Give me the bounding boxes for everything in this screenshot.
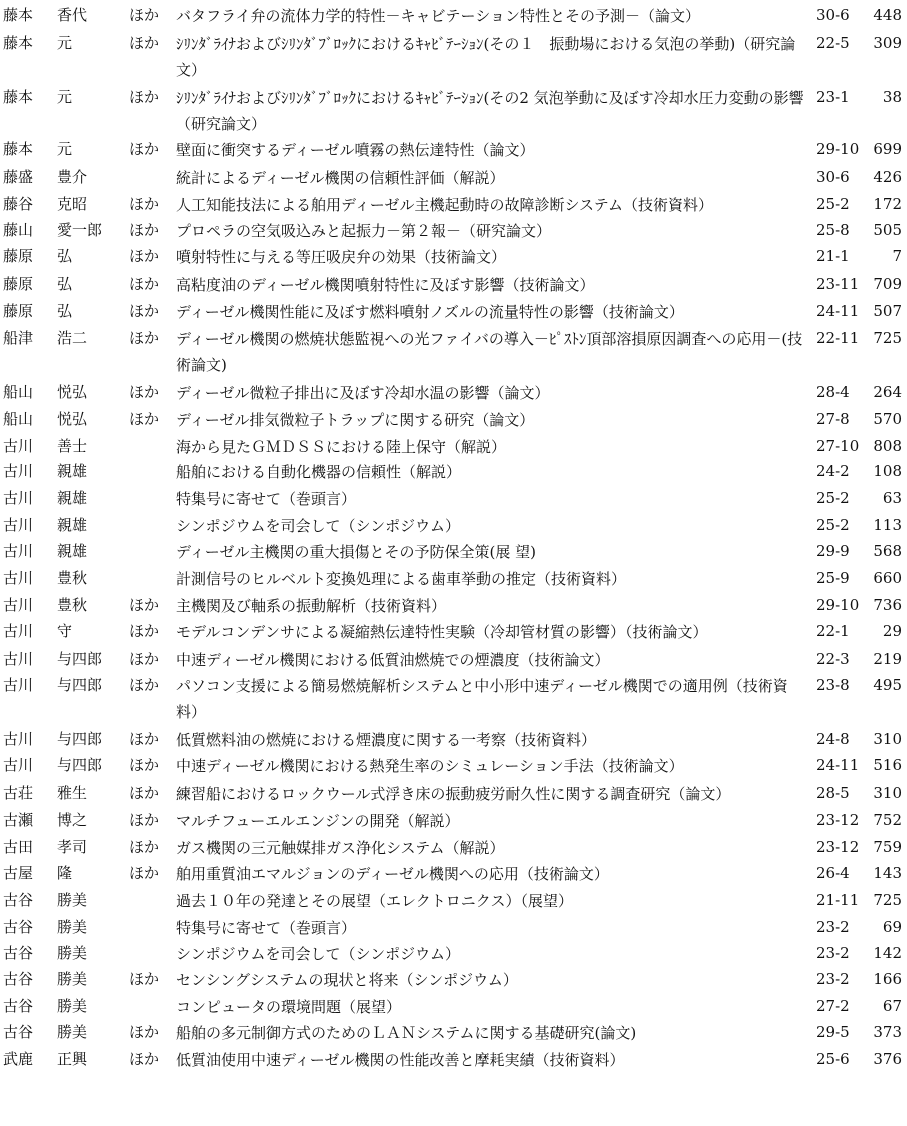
volume-issue: 22-1: [816, 622, 850, 640]
author-given-name: 豊介: [57, 168, 88, 186]
author-family-name: 古屋: [3, 864, 34, 882]
article-title: 計測信号のヒルベルト変換処理による歯車挙動の推定（技術資料）: [176, 570, 627, 588]
page-number: 310: [873, 730, 902, 748]
author-given-name: 元: [57, 88, 73, 106]
author-given-name: 善士: [57, 437, 88, 455]
author-family-name: 藤本: [3, 140, 34, 158]
article-title: 船舶における自動化機器の信頼性（解説）: [176, 463, 462, 481]
article-title: ガス機関の三元触媒排ガス浄化システム（解説）: [176, 839, 505, 857]
author-given-name: 勝美: [57, 997, 88, 1015]
coauthor-marker: ほか: [129, 275, 160, 293]
page-number: 142: [873, 944, 902, 962]
coauthor-marker: ほか: [129, 838, 160, 856]
article-title: 低質燃料油の燃焼における煙濃度に関する一考察（技術資料）: [176, 731, 597, 749]
volume-issue: 23-8: [816, 676, 850, 694]
volume-issue: 25-2: [816, 516, 850, 534]
article-title: 海から見たＧＭＤＳＳにおける陸上保守（解説）: [176, 438, 507, 456]
volume-issue: 29-9: [816, 542, 850, 560]
page-number: 507: [873, 302, 902, 320]
page-number: 448: [873, 6, 902, 24]
author-family-name: 藤原: [3, 302, 34, 320]
author-family-name: 古谷: [3, 1023, 34, 1041]
page-number: 495: [873, 676, 902, 694]
volume-issue: 21-1: [816, 247, 850, 265]
coauthor-marker: ほか: [129, 756, 160, 774]
coauthor-marker: ほか: [129, 811, 160, 829]
author-given-name: 弘: [57, 302, 73, 320]
coauthor-marker: ほか: [129, 302, 160, 320]
article-title: ディーゼル排気微粒子トラップに関する研究（論文）: [176, 411, 535, 429]
article-title: 特集号に寄せて（巻頭言）: [176, 919, 357, 937]
author-given-name: 守: [57, 622, 73, 640]
author-given-name: 勝美: [57, 1023, 88, 1041]
author-given-name: 与四郎: [57, 756, 103, 774]
coauthor-marker: ほか: [129, 247, 160, 265]
author-family-name: 藤本: [3, 34, 34, 52]
article-title: 噴射特性に与える等圧吸戻弁の効果（技術論文）: [176, 248, 507, 266]
coauthor-marker: ほか: [129, 650, 160, 668]
article-title: プロペラの空気吸込みと起振力－第２報－（研究論文）: [176, 222, 552, 240]
author-given-name: 親雄: [57, 489, 88, 507]
article-title: ディーゼル主機関の重大損傷とその予防保全策(展 望): [176, 543, 536, 561]
page-number: 69: [882, 918, 902, 936]
page-number: 108: [873, 462, 902, 480]
author-given-name: 浩二: [57, 329, 88, 347]
volume-issue: 26-4: [816, 864, 850, 882]
author-given-name: 豊秋: [57, 596, 88, 614]
volume-issue: 25-2: [816, 489, 850, 507]
volume-issue: 29-5: [816, 1023, 850, 1041]
volume-issue: 22-11: [816, 329, 860, 347]
coauthor-marker: ほか: [129, 676, 160, 694]
volume-issue: 23-1: [816, 88, 850, 106]
volume-issue: 27-8: [816, 410, 850, 428]
author-given-name: 博之: [57, 811, 88, 829]
article-title: 中速ディーゼル機関における低質油燃焼での煙濃度（技術論文）: [176, 651, 610, 669]
article-title: シンポジウムを司会して（シンポジウム）: [176, 517, 460, 535]
article-title: ディーゼル微粒子排出に及ぼす冷却水温の影響（論文）: [176, 384, 550, 402]
article-title: シンポジウムを司会して（シンポジウム）: [176, 945, 460, 963]
coauthor-marker: ほか: [129, 1023, 160, 1041]
page-number: 376: [873, 1050, 902, 1068]
page-number: 310: [873, 784, 902, 802]
page-number: 219: [873, 650, 902, 668]
page-number: 309: [873, 34, 902, 52]
article-title: 統計によるディーゼル機関の信頼性評価（解説）: [176, 169, 505, 187]
page-number: 426: [873, 168, 902, 186]
article-title: ディーゼル機関の燃焼状態監視への光ファイバの導入－ﾋﾟｽﾄﾝ頂部溶損原因調査への応用－(技術論文): [176, 330, 803, 374]
author-given-name: 勝美: [57, 944, 88, 962]
volume-issue: 27-2: [816, 997, 850, 1015]
author-family-name: 古川: [3, 756, 34, 774]
page-number: 113: [873, 516, 902, 534]
author-family-name: 古谷: [3, 944, 34, 962]
article-title: 高粘度油のディーゼル機関噴射特性に及ぼす影響（技術論文）: [176, 276, 595, 294]
page-number: 7: [892, 247, 902, 265]
author-given-name: 親雄: [57, 542, 88, 560]
coauthor-marker: ほか: [129, 784, 160, 802]
author-given-name: 香代: [57, 6, 88, 24]
article-title: ｼﾘﾝﾀﾞﾗｲﾅおよびｼﾘﾝﾀﾞﾌﾞﾛｯｸにおけるｷｬﾋﾞﾃｰｼｮﾝ(その１ 振動場における気泡の挙動)（研究論文）: [176, 35, 796, 79]
author-given-name: 正興: [57, 1050, 88, 1068]
volume-issue: 22-5: [816, 34, 850, 52]
page-number: 166: [873, 970, 902, 988]
volume-issue: 25-6: [816, 1050, 850, 1068]
author-given-name: 勝美: [57, 970, 88, 988]
volume-issue: 24-11: [816, 756, 860, 774]
author-given-name: 愛一郎: [57, 221, 103, 239]
article-title: センシングシステムの現状と将来（シンポジウム）: [176, 971, 518, 989]
article-title: マルチフューエルエンジンの開発（解説）: [176, 812, 460, 830]
volume-issue: 25-9: [816, 569, 850, 587]
author-family-name: 藤本: [3, 88, 34, 106]
author-family-name: 古川: [3, 676, 34, 694]
author-family-name: 船山: [3, 383, 34, 401]
author-given-name: 悦弘: [57, 383, 88, 401]
coauthor-marker: ほか: [129, 410, 160, 428]
author-family-name: 藤原: [3, 275, 34, 293]
author-family-name: 古荘: [3, 784, 34, 802]
volume-issue: 23-12: [816, 838, 860, 856]
author-given-name: 弘: [57, 275, 73, 293]
author-given-name: 元: [57, 34, 73, 52]
volume-issue: 29-10: [816, 140, 860, 158]
coauthor-marker: ほか: [129, 6, 160, 24]
volume-issue: 28-4: [816, 383, 850, 401]
volume-issue: 24-8: [816, 730, 850, 748]
author-given-name: 与四郎: [57, 730, 103, 748]
article-title: モデルコンデンサによる凝縮熱伝達特性実験（冷却管材質の影響）（技術論文）: [176, 623, 708, 641]
author-given-name: 悦弘: [57, 410, 88, 428]
volume-issue: 23-2: [816, 944, 850, 962]
coauthor-marker: ほか: [129, 622, 160, 640]
author-family-name: 古谷: [3, 891, 34, 909]
page-number: 725: [873, 329, 902, 347]
volume-issue: 25-2: [816, 195, 850, 213]
volume-issue: 24-2: [816, 462, 850, 480]
coauthor-marker: ほか: [129, 730, 160, 748]
author-given-name: 豊秋: [57, 569, 88, 587]
page-number: 143: [873, 864, 902, 882]
volume-issue: 30-6: [816, 168, 850, 186]
page-number: 264: [873, 383, 902, 401]
author-family-name: 古瀬: [3, 811, 34, 829]
article-title: バタフライ弁の流体力学的特性－キャビテーション特性とその予測－（論文）: [176, 7, 700, 25]
article-title: 過去１０年の発達とその展望（エレクトロニクス）（展望）: [176, 892, 574, 910]
volume-issue: 22-3: [816, 650, 850, 668]
author-family-name: 藤原: [3, 247, 34, 265]
author-family-name: 古川: [3, 650, 34, 668]
page-number: 709: [873, 275, 902, 293]
volume-issue: 21-11: [816, 891, 860, 909]
page-number: 752: [873, 811, 902, 829]
page-number: 63: [882, 489, 902, 507]
page-number: 570: [873, 410, 902, 428]
coauthor-marker: ほか: [129, 383, 160, 401]
author-given-name: 孝司: [57, 838, 88, 856]
coauthor-marker: ほか: [129, 221, 160, 239]
page-number: 172: [873, 195, 902, 213]
coauthor-marker: ほか: [129, 195, 160, 213]
coauthor-marker: ほか: [129, 329, 160, 347]
page-number: 725: [873, 891, 902, 909]
author-family-name: 古川: [3, 596, 34, 614]
article-title: 舶用重質油エマルジョンのディーゼル機関への応用（技術論文）: [176, 865, 609, 883]
page-number: 660: [873, 569, 902, 587]
volume-issue: 27-10: [816, 437, 860, 455]
page-number: 759: [873, 838, 902, 856]
page-number: 38: [882, 88, 902, 106]
author-family-name: 古川: [3, 730, 34, 748]
volume-issue: 23-12: [816, 811, 860, 829]
author-family-name: 藤山: [3, 221, 34, 239]
author-family-name: 古谷: [3, 997, 34, 1015]
coauthor-marker: ほか: [129, 970, 160, 988]
author-family-name: 古谷: [3, 970, 34, 988]
coauthor-marker: ほか: [129, 1050, 160, 1068]
author-family-name: 古川: [3, 516, 34, 534]
author-family-name: 藤谷: [3, 195, 34, 213]
volume-issue: 23-11: [816, 275, 860, 293]
author-family-name: 古谷: [3, 918, 34, 936]
author-family-name: 古田: [3, 838, 34, 856]
page-number: 505: [873, 221, 902, 239]
article-title: パソコン支援による簡易燃焼解析システムと中小形中速ディーゼル機関での適用例（技術資料）: [176, 677, 788, 721]
author-family-name: 古川: [3, 542, 34, 560]
coauthor-marker: ほか: [129, 34, 160, 52]
author-family-name: 古川: [3, 569, 34, 587]
page-number: 568: [873, 542, 902, 560]
author-family-name: 古川: [3, 622, 34, 640]
coauthor-marker: ほか: [129, 88, 160, 106]
page-number: 699: [873, 140, 902, 158]
volume-issue: 23-2: [816, 970, 850, 988]
article-title: ｼﾘﾝﾀﾞﾗｲﾅおよびｼﾘﾝﾀﾞﾌﾞﾛｯｸにおけるｷｬﾋﾞﾃｰｼｮﾝ(その2 気泡挙動に及ぼす冷却水圧力変動の影響（研究論文）: [176, 89, 804, 133]
page-number: 736: [873, 596, 902, 614]
author-given-name: 元: [57, 140, 73, 158]
volume-issue: 29-10: [816, 596, 860, 614]
page-number: 373: [873, 1023, 902, 1041]
volume-issue: 23-2: [816, 918, 850, 936]
volume-issue: 28-5: [816, 784, 850, 802]
coauthor-marker: ほか: [129, 140, 160, 158]
article-title: 主機関及び軸系の振動解析（技術資料）: [176, 597, 447, 615]
author-given-name: 与四郎: [57, 650, 103, 668]
article-title: 低質油使用中速ディーゼル機関の性能改善と摩耗実績（技術資料）: [176, 1051, 625, 1069]
page-number: 67: [882, 997, 902, 1015]
author-family-name: 藤盛: [3, 168, 34, 186]
author-family-name: 古川: [3, 437, 34, 455]
volume-issue: 30-6: [816, 6, 850, 24]
author-given-name: 隆: [57, 864, 73, 882]
coauthor-marker: ほか: [129, 596, 160, 614]
article-title: ディーゼル機関性能に及ぼす燃料噴射ノズルの流量特性の影響（技術論文）: [176, 303, 684, 321]
volume-issue: 25-8: [816, 221, 850, 239]
author-given-name: 親雄: [57, 462, 88, 480]
article-title: 人工知能技法による舶用ディーゼル主機起動時の故障診断システム（技術資料）: [176, 196, 714, 214]
page-number: 808: [873, 437, 902, 455]
volume-issue: 24-11: [816, 302, 860, 320]
author-given-name: 克昭: [57, 195, 88, 213]
article-title: 船舶の多元制御方式のためのＬＡＮシステムに関する基礎研究(論文): [176, 1024, 637, 1042]
author-family-name: 船津: [3, 329, 34, 347]
article-title: コンピュータの環境問題（展望）: [176, 998, 402, 1016]
article-title: 特集号に寄せて（巻頭言）: [176, 490, 357, 508]
author-given-name: 勝美: [57, 891, 88, 909]
author-given-name: 勝美: [57, 918, 88, 936]
author-family-name: 藤本: [3, 6, 34, 24]
author-family-name: 古川: [3, 462, 34, 480]
article-title: 中速ディーゼル機関における熱発生率のシミュレーション手法（技術論文）: [176, 757, 684, 775]
author-given-name: 親雄: [57, 516, 88, 534]
author-family-name: 武鹿: [3, 1050, 34, 1068]
author-given-name: 弘: [57, 247, 73, 265]
article-title: 壁面に衝突するディーゼル噴霧の熱伝達特性（論文）: [176, 141, 535, 159]
author-given-name: 雅生: [57, 784, 88, 802]
article-title: 練習船におけるロックウール式浮き床の振動疲労耐久性に関する調査研究（論文）: [176, 785, 731, 803]
page-number: 29: [882, 622, 902, 640]
author-given-name: 与四郎: [57, 676, 103, 694]
coauthor-marker: ほか: [129, 864, 160, 882]
author-family-name: 船山: [3, 410, 34, 428]
page-number: 516: [873, 756, 902, 774]
author-family-name: 古川: [3, 489, 34, 507]
